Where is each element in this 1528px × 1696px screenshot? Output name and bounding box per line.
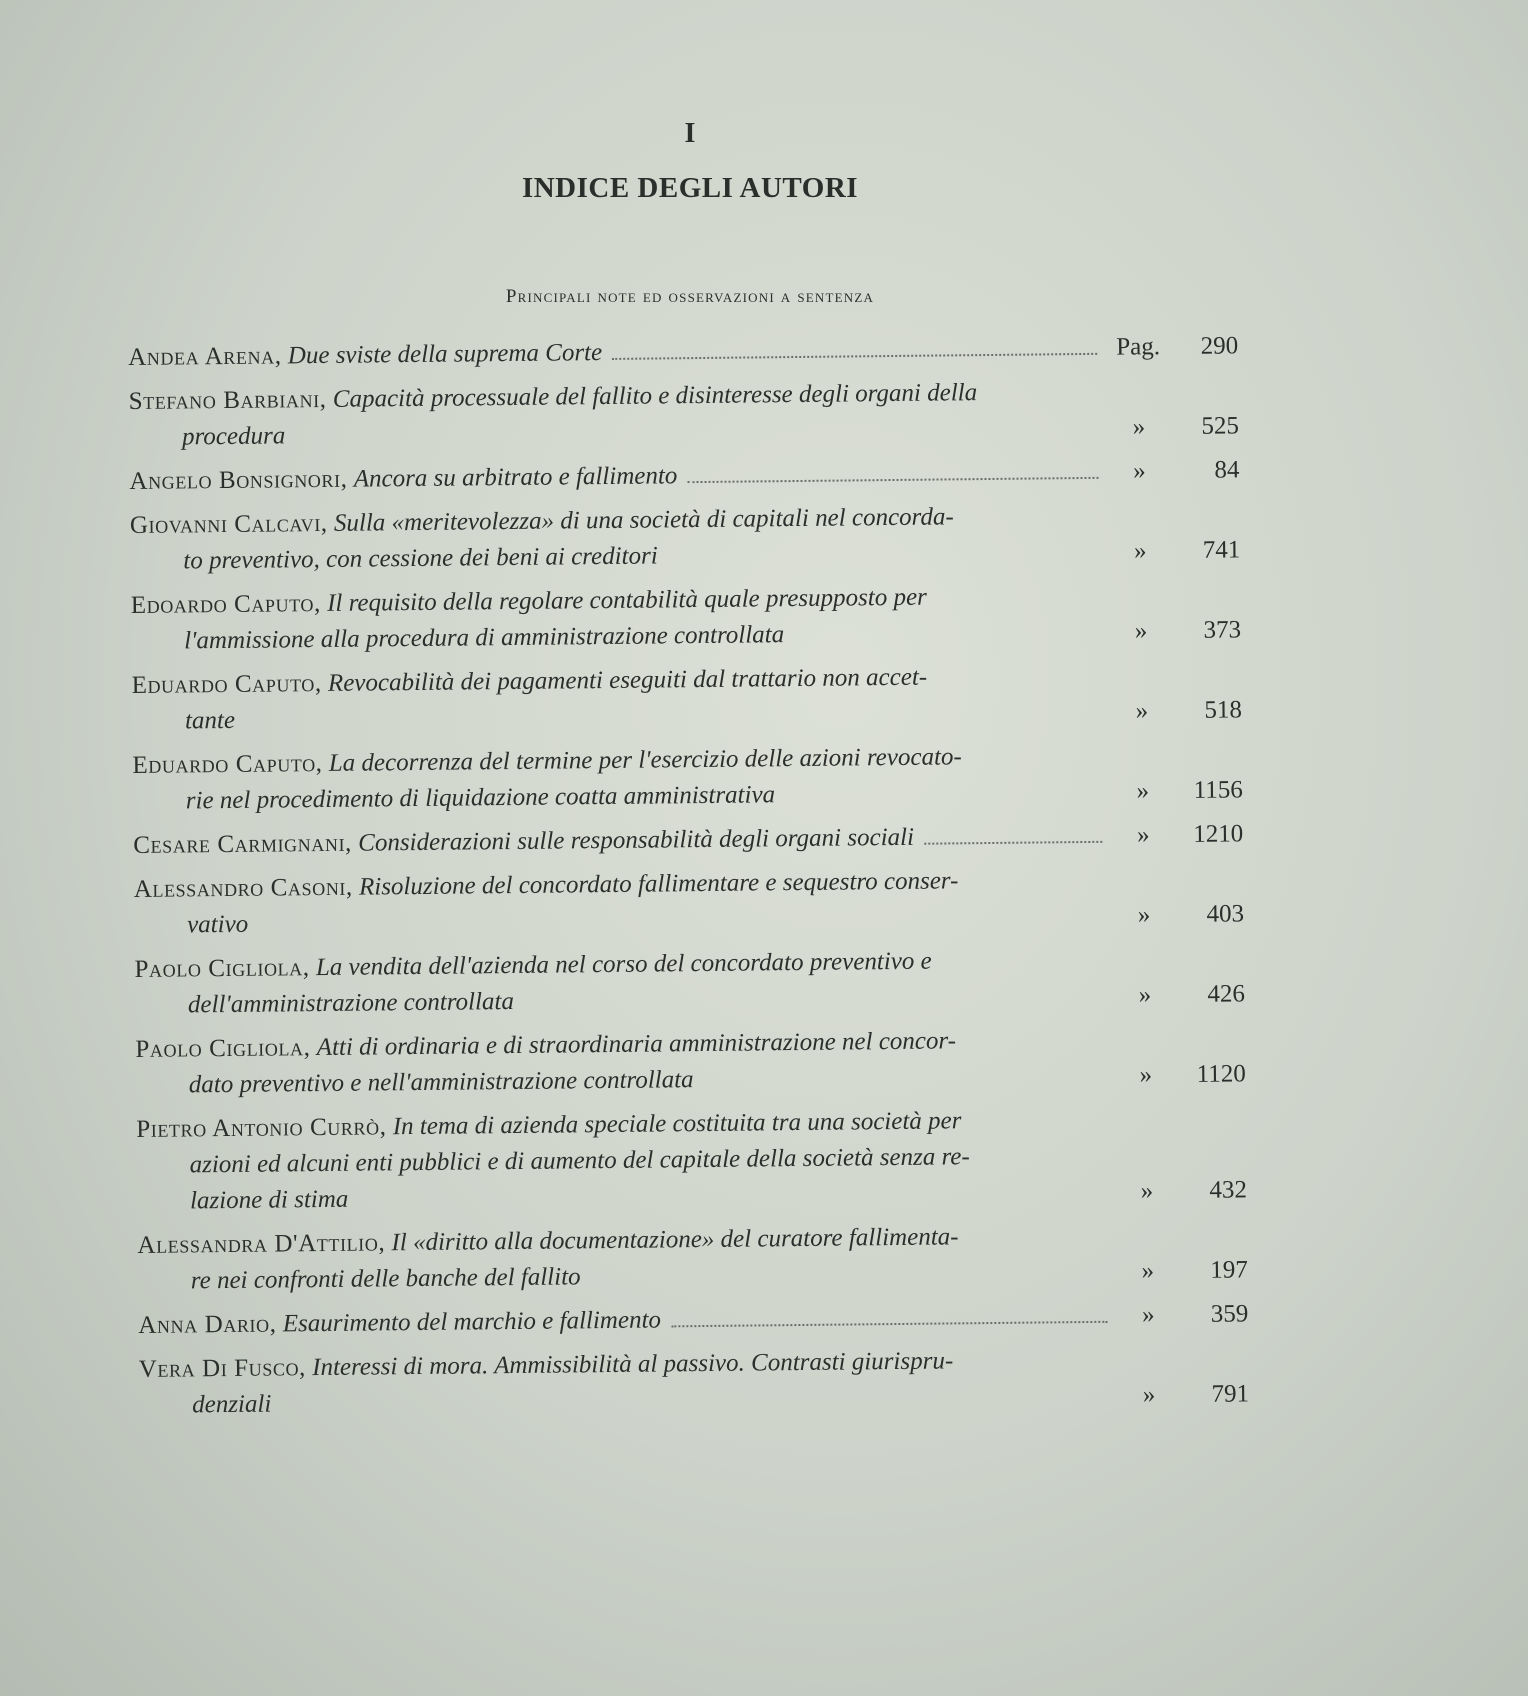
- author-name: Paolo Cigliola,: [135, 1034, 311, 1063]
- page-reference: [1113, 816, 1243, 853]
- page-marker: »: [1137, 901, 1151, 929]
- index-entry: [134, 940, 1245, 1024]
- section-subtitle: [0, 286, 1380, 308]
- page-marker: »: [1136, 821, 1150, 849]
- dot-leader: [671, 1320, 1107, 1328]
- page-marker: »: [1135, 697, 1149, 725]
- work-title-line: Esaurimento del marchio e fallimento: [282, 1306, 662, 1338]
- author-name: Eduardo Caputo,: [132, 749, 323, 779]
- page-title: INDICE DEGLI AUTORI: [521, 172, 859, 204]
- dot-leader: [612, 352, 1097, 360]
- section-number: I: [684, 118, 696, 149]
- index-entry: [134, 860, 1245, 944]
- work-title-line: rie nel procedimento di liquidazione coatta amministrativa: [185, 781, 776, 815]
- author-name: Andea Arena,: [128, 342, 282, 371]
- page-number: 426: [1207, 980, 1246, 1008]
- author-name: Eduardo Caputo,: [131, 669, 322, 699]
- entry-text: [134, 862, 1110, 944]
- page-number: 791: [1211, 1380, 1250, 1408]
- work-title-line: Interessi di mora. Ammissibilità al passivo. Contrasti giurispru-: [312, 1347, 954, 1382]
- author-name: Pietro Antonio Currò,: [136, 1113, 387, 1143]
- page-marker: »: [1132, 413, 1146, 441]
- work-title-line: denziali: [192, 1390, 272, 1419]
- work-title-line: Risoluzione del concordato fallimentare e sequestro conser-: [358, 867, 959, 901]
- page-marker: »: [1141, 1301, 1155, 1329]
- work-title-line: Ancora su arbitrato e fallimento: [353, 462, 678, 493]
- entry-text: [128, 330, 1103, 376]
- index-entry: [130, 496, 1241, 580]
- author-name: Edoardo Caputo,: [130, 589, 322, 619]
- page-reference: [1114, 896, 1244, 933]
- page-marker: »: [1134, 617, 1148, 645]
- entry-text: [134, 942, 1110, 1024]
- page-marker: »: [1138, 981, 1152, 1009]
- page-reference: [1108, 328, 1238, 365]
- work-title-line: Sulla «meritevolezza» di una società di capitali nel concorda-: [333, 503, 954, 537]
- page-number: 432: [1209, 1176, 1248, 1204]
- page-reference: [1112, 692, 1242, 729]
- work-title-line: Atti di ordinaria e di straordinaria amministrazione nel concor-: [316, 1027, 957, 1062]
- work-title-line: Il «diritto alla documentazione» del curatore fallimenta-: [391, 1223, 959, 1257]
- page-marker: »: [1140, 1177, 1154, 1205]
- page-reference: [1109, 452, 1239, 489]
- index-entry: [133, 816, 1243, 864]
- index-entry: [131, 576, 1242, 660]
- page-number: 1120: [1196, 1060, 1246, 1088]
- page-number: 525: [1201, 412, 1240, 440]
- index-entry: [128, 328, 1238, 376]
- work-title-line: dell'amministrazione controllata: [187, 987, 515, 1019]
- work-title-line: azioni ed alcuni enti pubblici e di aumento del capitale della società senza re-: [189, 1143, 970, 1179]
- page-reference: [1116, 1056, 1246, 1093]
- author-name: Cesare Carmignani,: [133, 829, 353, 859]
- index-entry: [137, 1216, 1248, 1300]
- subtitle-text: Principali note ed osservazioni a sentenza: [505, 286, 875, 307]
- dot-leader: [924, 840, 1102, 845]
- work-title-line: tante: [184, 706, 236, 735]
- work-title-line: procedura: [181, 422, 286, 451]
- work-title-line: lazione di stima: [189, 1185, 349, 1215]
- page-number: 359: [1210, 1300, 1249, 1328]
- page-marker: »: [1139, 1061, 1153, 1089]
- page-reference: [1118, 1252, 1248, 1289]
- author-name: Anna Dario,: [138, 1310, 277, 1339]
- page-number: 84: [1214, 456, 1240, 484]
- work-title-line: La decorrenza del termine per l'esercizio delle azioni revocato-: [328, 743, 962, 777]
- index-entry: [128, 372, 1239, 456]
- page-marker: »: [1133, 457, 1146, 485]
- index-entry: [129, 452, 1239, 500]
- page-number: 403: [1206, 900, 1245, 928]
- entry-text: [133, 818, 1108, 864]
- work-title-line: Considerazioni sulle responsabilità degli organi sociali: [358, 823, 915, 857]
- page-number: 290: [1200, 332, 1239, 360]
- page-reference: [1110, 532, 1240, 569]
- index-entry: [135, 1020, 1246, 1104]
- index-entry: [132, 736, 1243, 820]
- author-name: Alessandro Casoni,: [133, 873, 353, 903]
- page-number: 373: [1203, 616, 1242, 644]
- work-title-line: dato preventivo e nell'amministrazione controllata: [188, 1066, 694, 1099]
- page-marker: »: [1136, 777, 1150, 805]
- entry-text: [131, 658, 1107, 740]
- index-entry: [139, 1340, 1250, 1424]
- entry-text: [129, 454, 1104, 500]
- entry-text: [130, 498, 1106, 580]
- page-reference: [1119, 1376, 1249, 1413]
- entry-text: [132, 738, 1108, 820]
- author-name: Angelo Bonsignori,: [129, 465, 348, 495]
- author-name: Paolo Cigliola,: [134, 954, 310, 983]
- page-number: 1156: [1193, 776, 1243, 804]
- author-name: Giovanni Calcavi,: [129, 509, 328, 539]
- index-entry: [138, 1296, 1248, 1344]
- author-index-list: [128, 328, 1249, 1432]
- work-title-line: Capacità processuale del fallito e disinteresse degli organi della: [332, 379, 978, 413]
- page-number: 1210: [1193, 820, 1244, 848]
- page-reference: [1113, 772, 1243, 809]
- entry-text: [138, 1298, 1113, 1344]
- entry-text: [128, 374, 1104, 456]
- entry-text: [137, 1218, 1113, 1300]
- work-title-line: In tema di azienda speciale costituita tra una società per: [392, 1107, 962, 1141]
- page-number: 518: [1204, 696, 1243, 724]
- author-name: Alessandra D'Attilio,: [137, 1229, 386, 1259]
- page-reference: [1118, 1296, 1248, 1333]
- entry-text: [139, 1342, 1115, 1424]
- work-title-line: vativo: [186, 910, 249, 939]
- entry-text: [136, 1102, 1112, 1220]
- author-name: Stefano Barbiani,: [128, 385, 327, 415]
- dot-leader: [687, 476, 1098, 483]
- work-title-line: Due sviste della suprema Corte: [287, 339, 603, 370]
- page-number: 741: [1202, 536, 1241, 564]
- work-title-line: re nei confronti delle banche del fallito: [190, 1263, 581, 1295]
- author-name: Vera Di Fusco,: [138, 1354, 307, 1383]
- work-title-line: to preventivo, con cessione dei beni ai creditori: [183, 542, 658, 575]
- page-marker: Pag.: [1116, 333, 1161, 361]
- work-title-line: l'ammissione alla procedura di amministrazione controllata: [184, 621, 785, 655]
- page-reference: [1109, 408, 1239, 445]
- page-reference: [1115, 976, 1245, 1013]
- page-number: 197: [1210, 1256, 1248, 1284]
- page-reference: [1111, 612, 1241, 649]
- page-marker: »: [1142, 1381, 1156, 1409]
- entry-text: [135, 1022, 1111, 1104]
- page-marker: »: [1133, 537, 1147, 565]
- page-marker: »: [1141, 1257, 1155, 1285]
- index-entry: [131, 656, 1242, 740]
- entry-text: [131, 578, 1107, 660]
- page-reference: [1117, 1172, 1247, 1209]
- index-entry: [136, 1100, 1247, 1220]
- work-title-line: Revocabilità dei pagamenti eseguiti dal trattario non accet-: [327, 663, 928, 697]
- work-title-line: Il requisito della regolare contabilità quale presupposto per: [327, 583, 927, 617]
- work-title-line: La vendita dell'azienda nel corso del concordato preventivo e: [315, 947, 932, 982]
